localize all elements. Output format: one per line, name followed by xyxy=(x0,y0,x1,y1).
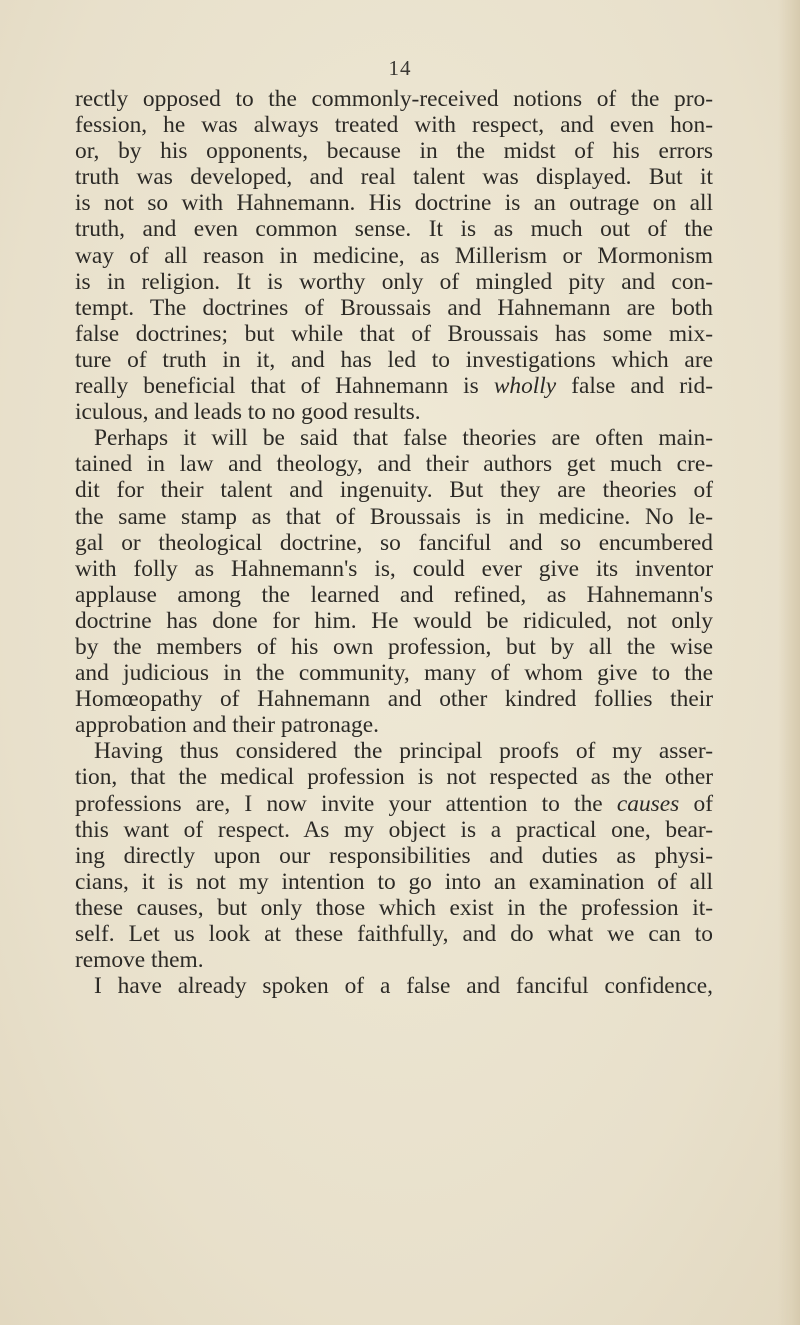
text-line: is in religion. It is worthy only of mingled pity and con- xyxy=(75,268,713,295)
text-line: applause among the learned and refined, as Hahnemann's xyxy=(75,581,713,608)
text-line: with folly as Hahnemann's is, could ever give its inventor xyxy=(75,555,713,582)
text-line: remove them. xyxy=(75,947,204,974)
text-line: iculous, and leads to no good results. xyxy=(75,399,421,426)
text-line: professions are, I now invite your attention to the causes of xyxy=(75,790,713,817)
text-line: gal or theological doctrine, so fanciful and so encumbered xyxy=(75,529,713,556)
text-line: rectly opposed to the commonly-received notions of the pro- xyxy=(75,86,713,112)
italic-emphasis: wholly xyxy=(493,373,557,400)
text-line: fession, he was always treated with respect, and even hon- xyxy=(75,112,713,139)
text-line: false doctrines; but while that of Broussais has some mix- xyxy=(75,320,713,347)
italic-emphasis: causes xyxy=(616,790,680,817)
text-line: these causes, but only those which exist in the profession it- xyxy=(75,894,713,921)
text-line: way of all reason in medicine, as Millerism or Mormonism xyxy=(75,242,713,269)
text-line: or, by his opponents, because in the midst of his errors xyxy=(75,138,713,165)
text-line: is not so with Hahnemann. His doctrine is an outrage on all xyxy=(75,190,713,217)
text-line: self. Let us look at these faithfully, and do what we can to xyxy=(75,921,713,947)
body-text xyxy=(75,86,713,999)
text-line: this want of respect. As my object is a practical one, bear- xyxy=(75,816,713,843)
page-number: 14 xyxy=(388,56,412,80)
text-line: by the members of his own profession, but by all the wise xyxy=(75,633,713,660)
text-line: dit for their talent and ingenuity. But they are theories of xyxy=(75,477,713,504)
text-line: and judicious in the community, many of whom give to the xyxy=(75,660,713,687)
text-line: cians, it is not my intention to go into an examination of all xyxy=(75,868,713,895)
text-line: approbation and their patronage. xyxy=(75,712,379,739)
text-line: doctrine has done for him. He would be ridiculed, not only xyxy=(75,607,713,634)
text-line: truth, and even common sense. It is as much out of the xyxy=(75,216,713,243)
text-line: the same stamp as that of Broussais is in medicine. No le- xyxy=(75,503,713,530)
page-edge-shadow xyxy=(778,0,800,1325)
text-line: Homœopathy of Hahnemann and other kindred follies their xyxy=(75,686,713,713)
text-line: tion, that the medical profession is not respected as the other xyxy=(75,764,713,791)
text-line: ture of truth in it, and has led to investigations which are xyxy=(75,346,713,373)
text-line: I have already spoken of a false and fanciful confidence, xyxy=(94,973,713,1000)
text-line: Having thus considered the principal proofs of my asser- xyxy=(94,738,713,765)
text-line: ing directly upon our responsibilities and duties as physi- xyxy=(75,842,713,869)
text-line: really beneficial that of Hahnemann is wholly false and rid- xyxy=(75,373,713,400)
text-line: truth was developed, and real talent was displayed. But it xyxy=(75,164,713,191)
text-line: tempt. The doctrines of Broussais and Hahnemann are both xyxy=(75,294,713,321)
text-line: Perhaps it will be said that false theories are often main- xyxy=(94,425,713,452)
text-line: tained in law and theology, and their authors get much cre- xyxy=(75,451,713,478)
